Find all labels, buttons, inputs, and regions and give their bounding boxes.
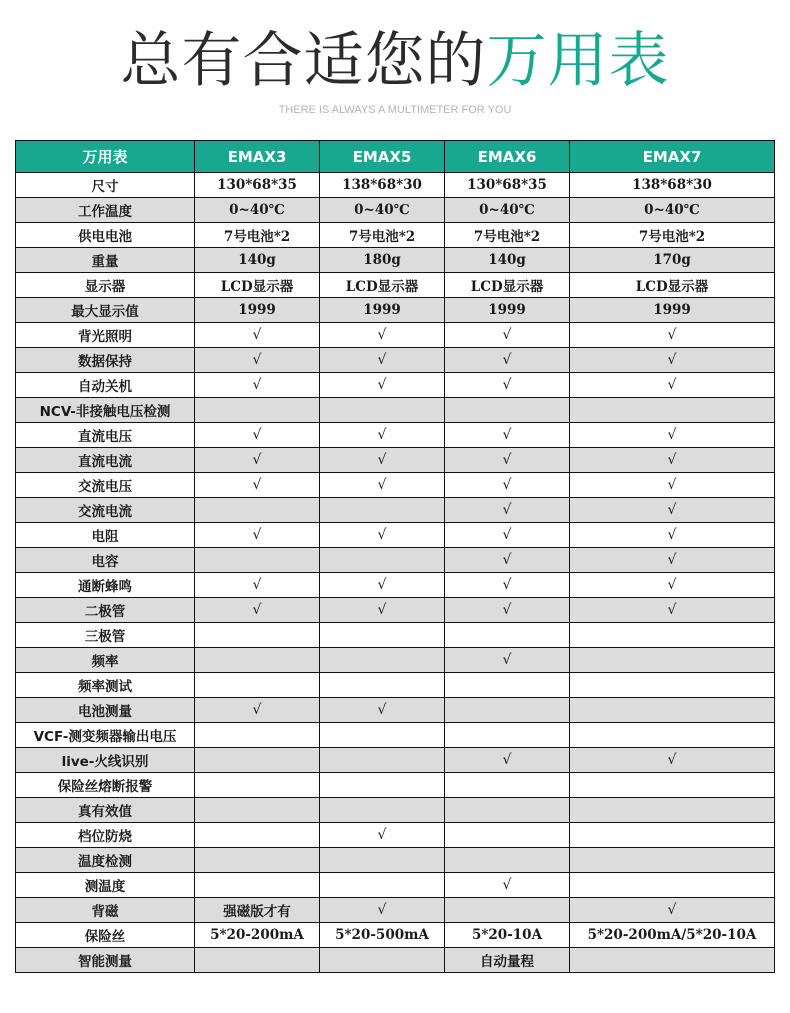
table-cell: 自动量程 [445,948,570,973]
table-row [16,598,775,623]
check-icon: √ [445,373,570,398]
row-label: 温度检测 [16,848,195,873]
check-icon: √ [195,598,320,623]
check-icon: √ [570,323,775,348]
table-cell [320,648,445,673]
table-cell [320,673,445,698]
table-cell [570,848,775,873]
table-cell: 1999 [320,298,445,323]
row-label: 供电电池 [16,223,195,248]
table-cell: 130*68*35 [195,173,320,198]
table-cell: 7号电池*2 [570,223,775,248]
table-row [16,448,775,473]
table-cell [570,873,775,898]
check-icon: √ [570,598,775,623]
table-cell [320,873,445,898]
check-icon: √ [195,448,320,473]
table-cell [195,873,320,898]
row-label: 测温度 [16,873,195,898]
check-icon: √ [445,323,570,348]
check-icon: √ [445,748,570,773]
table-row [16,523,775,548]
check-icon: √ [320,473,445,498]
comparison-table [15,140,775,973]
table-cell: 140g [445,248,570,273]
table-cell [570,698,775,723]
table-cell [445,723,570,748]
table-cell: LCD显示器 [195,273,320,298]
table-row [16,873,775,898]
check-icon: √ [570,523,775,548]
check-icon: √ [320,598,445,623]
table-cell: 170g [570,248,775,273]
row-label: 通断蜂鸣 [16,573,195,598]
table-cell [195,723,320,748]
check-icon: √ [195,698,320,723]
row-label: 数据保持 [16,348,195,373]
check-icon: √ [320,423,445,448]
table-cell [445,823,570,848]
row-label: 电阻 [16,523,195,548]
row-label: 频率测试 [16,673,195,698]
table-row [16,173,775,198]
row-label: 保险丝 [16,923,195,948]
table-cell: 7号电池*2 [320,223,445,248]
check-icon: √ [445,648,570,673]
table-row [16,398,775,423]
table-row [16,748,775,773]
table-cell: 5*20-500mA [320,923,445,948]
table-cell [445,848,570,873]
table-cell: 138*68*30 [320,173,445,198]
row-label: 二极管 [16,598,195,623]
table-cell: 180g [320,248,445,273]
table-row [16,623,775,648]
table-cell: 5*20-200mA/5*20-10A [570,923,775,948]
table-cell: 1999 [570,298,775,323]
table-row [16,273,775,298]
table-cell [570,823,775,848]
row-label: 背光照明 [16,323,195,348]
row-label: 自动关机 [16,373,195,398]
table-cell [445,898,570,923]
table-cell [570,398,775,423]
table-cell [195,773,320,798]
table-row [16,198,775,223]
row-label: 尺寸 [16,173,195,198]
table-cell: 5*20-10A [445,923,570,948]
row-label: 显示器 [16,273,195,298]
check-icon: √ [195,348,320,373]
table-row [16,323,775,348]
page-subtitle: THERE IS ALWAYS A MULTIMETER FOR YOU [278,104,512,116]
table-cell [320,398,445,423]
column-header-emax7: EMAX7 [570,141,775,173]
table-cell [195,848,320,873]
table-row [16,823,775,848]
table-cell: 0~40℃ [320,198,445,223]
check-icon: √ [445,423,570,448]
table-cell: LCD显示器 [570,273,775,298]
check-icon: √ [320,523,445,548]
check-icon: √ [445,473,570,498]
table-cell [570,798,775,823]
table-row [16,498,775,523]
check-icon: √ [195,323,320,348]
check-icon: √ [570,348,775,373]
table-cell [320,623,445,648]
table-cell: 1999 [445,298,570,323]
table-cell [320,748,445,773]
table-cell [195,548,320,573]
row-label: 频率 [16,648,195,673]
table-cell [320,948,445,973]
table-cell [445,698,570,723]
table-row [16,898,775,923]
table-cell [320,773,445,798]
table-cell: 7号电池*2 [195,223,320,248]
check-icon: √ [195,523,320,548]
table-row [16,348,775,373]
check-icon: √ [445,873,570,898]
check-icon: √ [570,573,775,598]
page-title [0,26,790,96]
check-icon: √ [570,373,775,398]
check-icon: √ [570,498,775,523]
check-icon: √ [195,373,320,398]
table-row [16,573,775,598]
row-label: 交流电流 [16,498,195,523]
table-row [16,923,775,948]
table-cell [320,723,445,748]
table-cell: LCD显示器 [320,273,445,298]
table-cell [445,798,570,823]
table-cell: LCD显示器 [445,273,570,298]
table-cell: 7号电池*2 [445,223,570,248]
table-header-row [16,141,775,173]
row-label: 电池测量 [16,698,195,723]
table-row [16,648,775,673]
table-cell [195,648,320,673]
check-icon: √ [195,473,320,498]
table-cell [195,398,320,423]
table-row [16,548,775,573]
table-row [16,473,775,498]
check-icon: √ [570,423,775,448]
row-label: 真有效值 [16,798,195,823]
table-cell: 1999 [195,298,320,323]
table-row [16,298,775,323]
table-cell [320,848,445,873]
check-icon: √ [445,498,570,523]
table-cell [570,773,775,798]
table-cell [195,498,320,523]
check-icon: √ [445,523,570,548]
row-label: 背磁 [16,898,195,923]
table-row [16,423,775,448]
column-header-emax5: EMAX5 [320,141,445,173]
table-row [16,848,775,873]
table-cell: 140g [195,248,320,273]
table-cell: 0~40℃ [195,198,320,223]
table-cell: 5*20-200mA [195,923,320,948]
table-row [16,373,775,398]
row-label: live-火线识别 [16,748,195,773]
row-label: 三极管 [16,623,195,648]
column-header-feature: 万用表 [16,141,195,173]
table-row [16,773,775,798]
table-cell [445,623,570,648]
table-cell [445,673,570,698]
table-cell [445,398,570,423]
row-label: 保险丝熔断报警 [16,773,195,798]
table-row [16,723,775,748]
table-cell [195,748,320,773]
table-row [16,673,775,698]
row-label: 重量 [16,248,195,273]
table-cell: 0~40℃ [570,198,775,223]
table-cell [195,798,320,823]
table-row [16,698,775,723]
row-label: 最大显示值 [16,298,195,323]
check-icon: √ [570,473,775,498]
table-cell [570,673,775,698]
table-cell [320,548,445,573]
table-cell [195,823,320,848]
check-icon: √ [320,898,445,923]
table-row [16,948,775,973]
table-cell [570,623,775,648]
row-label: 直流电压 [16,423,195,448]
table-cell [570,948,775,973]
check-icon: √ [445,448,570,473]
check-icon: √ [445,348,570,373]
row-label: 工作温度 [16,198,195,223]
table-cell [195,623,320,648]
table-cell [195,673,320,698]
table-cell [570,723,775,748]
table-cell: 强磁版才有 [195,898,320,923]
table-cell [570,648,775,673]
row-label: NCV-非接触电压检测 [16,398,195,423]
row-label: 交流电压 [16,473,195,498]
check-icon: √ [445,573,570,598]
table-cell [445,773,570,798]
table-cell: 0~40℃ [445,198,570,223]
column-header-emax3: EMAX3 [195,141,320,173]
table-cell: 138*68*30 [570,173,775,198]
check-icon: √ [570,748,775,773]
check-icon: √ [320,373,445,398]
table-cell [320,498,445,523]
check-icon: √ [320,823,445,848]
table-row [16,798,775,823]
row-label: VCF-测变频器输出电压 [16,723,195,748]
table-row [16,248,775,273]
check-icon: √ [570,448,775,473]
check-icon: √ [320,448,445,473]
row-label: 档位防烧 [16,823,195,848]
row-label: 直流电流 [16,448,195,473]
table-row [16,223,775,248]
check-icon: √ [570,898,775,923]
check-icon: √ [445,598,570,623]
row-label: 电容 [16,548,195,573]
check-icon: √ [195,573,320,598]
table-cell [320,798,445,823]
column-header-emax6: EMAX6 [445,141,570,173]
check-icon: √ [445,548,570,573]
check-icon: √ [195,423,320,448]
row-label: 智能测量 [16,948,195,973]
check-icon: √ [570,548,775,573]
table-cell: 130*68*35 [445,173,570,198]
check-icon: √ [320,348,445,373]
table-body [16,173,775,973]
title-accent: 万用表 [486,26,670,96]
check-icon: √ [320,323,445,348]
table-cell [195,948,320,973]
check-icon: √ [320,573,445,598]
check-icon: √ [320,698,445,723]
title-main: 总有合适您的 [120,26,487,96]
